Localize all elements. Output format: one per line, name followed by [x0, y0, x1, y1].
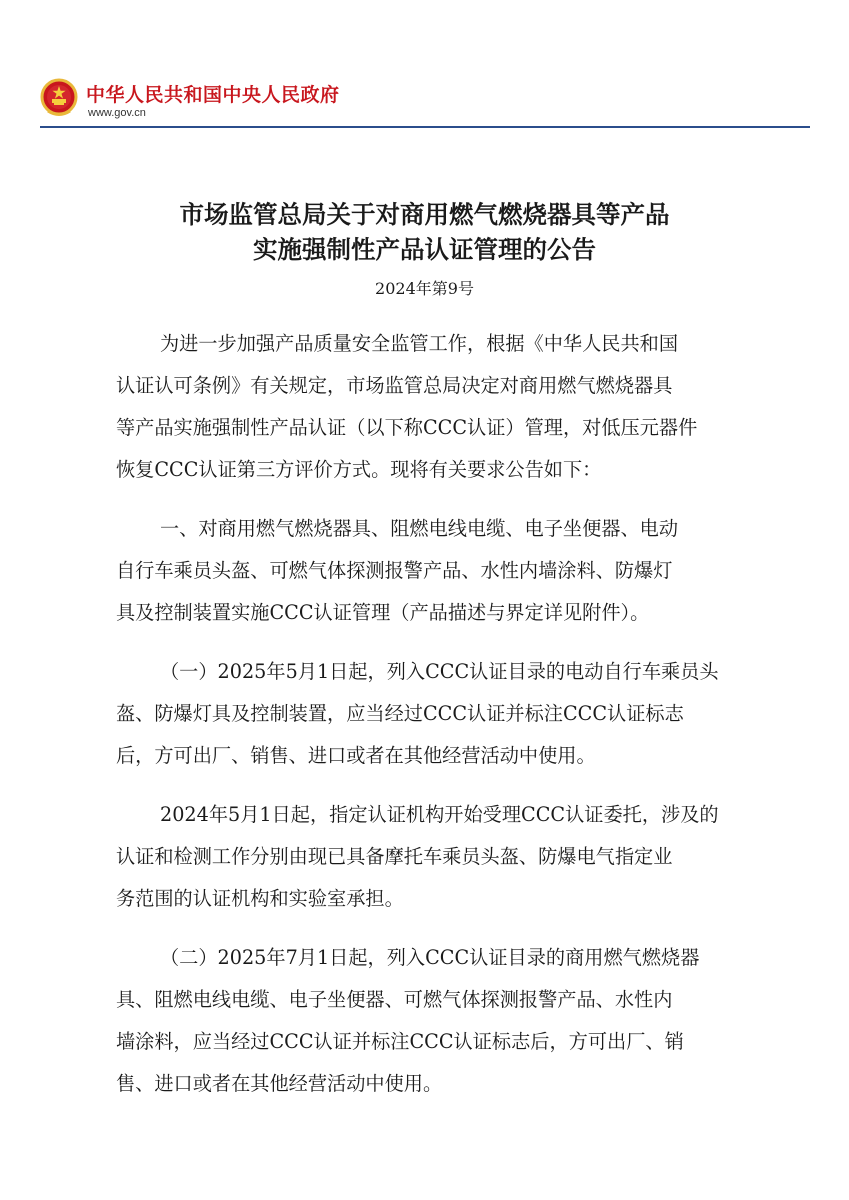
body-line: 后，方可出厂、销售、进口或者在其他经营活动中使用。 — [116, 744, 596, 767]
body-line: 盔、防爆灯具及控制装置，应当经过CCC认证并标注CCC认证标志 — [116, 702, 684, 725]
body-line: 认证和检测工作分别由现已具备摩托车乘员头盔、防爆电气指定业 — [116, 845, 673, 868]
body-line: 认证认可条例》有关规定，市场监管总局决定对商用燃气燃烧器具 — [116, 374, 673, 397]
header-divider — [40, 126, 810, 128]
body-line: 具、阻燃电线电缆、电子坐便器、可燃气体探测报警产品、水性内 — [116, 988, 673, 1011]
body-line: （一）2025年5月1日起，列入CCC认证目录的电动自行车乘员头 — [160, 660, 719, 683]
body-line: 为进一步加强产品质量安全监管工作，根据《中华人民共和国 — [160, 332, 679, 355]
document-title-line-1: 市场监管总局关于对商用燃气燃烧器具等产品 — [179, 200, 670, 229]
body-line: （二）2025年7月1日起，列入CCC认证目录的商用燃气燃烧器 — [160, 946, 700, 969]
body-line: 2024年5月1日起，指定认证机构开始受理CCC认证委托，涉及的 — [160, 803, 719, 826]
document-title-line-2: 实施强制性产品认证管理的公告 — [253, 235, 596, 264]
body-line: 一、对商用燃气燃烧器具、阻燃电线电缆、电子坐便器、电动 — [160, 517, 679, 540]
body-line: 务范围的认证机构和实验室承担。 — [116, 887, 404, 910]
body-line: 墙涂料，应当经过CCC认证并标注CCC认证标志后，方可出厂、销 — [116, 1030, 684, 1053]
body-line: 具及控制装置实施CCC认证管理（产品描述与界定详见附件）。 — [116, 601, 650, 624]
body-line: 恢复CCC认证第三方评价方式。现将有关要求公告如下： — [116, 458, 602, 481]
government-site-name: 中华人民共和国中央人民政府 — [86, 84, 340, 106]
site-header — [40, 74, 810, 130]
body-line: 自行车乘员头盔、可燃气体探测报警产品、水性内墙涂料、防爆灯 — [116, 559, 673, 582]
document-number: 2024年第9号 — [375, 279, 474, 298]
body-line: 等产品实施强制性产品认证（以下称CCC认证）管理，对低压元器件 — [116, 416, 698, 439]
site-url: www.gov.cn — [88, 107, 146, 119]
body-line: 售、进口或者在其他经营活动中使用。 — [116, 1072, 443, 1095]
national-emblem-icon — [40, 78, 78, 118]
